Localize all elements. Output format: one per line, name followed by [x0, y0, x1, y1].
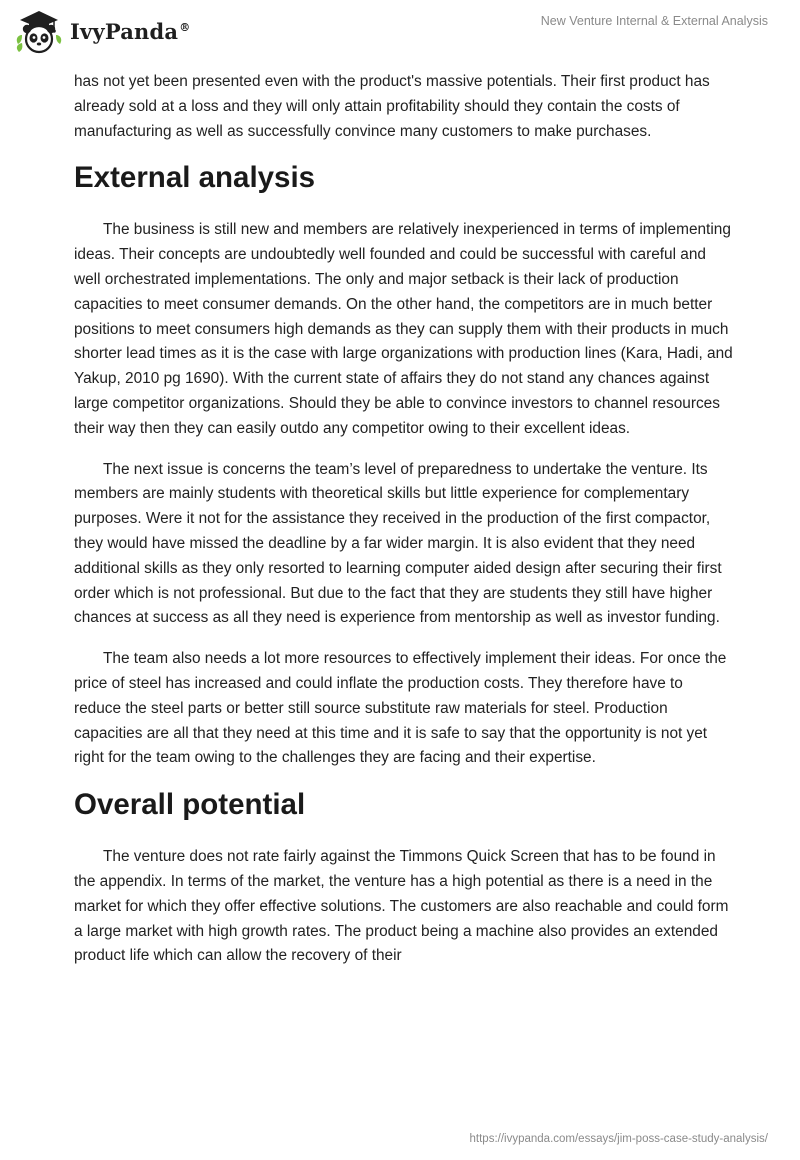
paragraph: The business is still new and members are relatively inexperienced in terms of implementing ideas. Their concepts are undoubtedly well founded and could be successful with careful and well orchestrated implementations. The only and major setback is their lack of production capacities to meet consumer demands. On the other hand, the competitors are in much better positions to meet consumers high demands as they can supply them with their products in much shorter lead times as it is the case with large organizations with production lines (Kara, Hadi, and Yakup, 2010 pg 1690). With the current state of affairs they do not stand any chances against large competitor organizations. Should they be able to convince investors to channel resources their way then they can easily outdo any competitor owing to their excellent ideas. [74, 221, 733, 437]
source-url[interactable]: https://ivypanda.com/essays/jim-poss-case-study-analysis/ [469, 1133, 768, 1145]
intro-paragraph: has not yet been presented even with the product's massive potentials. Their first product has already sold at a loss and they will only attain profitability should they contain the costs of manufacturing as well as successfully convince many customers to make purchases. [74, 73, 710, 140]
paragraph: The venture does not rate fairly against the Timmons Quick Screen that has to be found in the appendix. In terms of the market, the venture has a high potential as there is a need in the market for which they offer effective solutions. The customers are also reachable and could form a large market with high growth rates. The product being a machine also provides an extended product life which can allow the recovery of their [74, 848, 729, 965]
paragraph: The next issue is concerns the team’s level of preparedness to undertake the venture. Its members are mainly students with theoretical skills but little experience for complementary purposes. Were it not for the assistance they received in the production of the first compactor, they would have missed the deadline by a far wider margin. It is also evident that they need additional skills as they only resorted to learning computer aided design after securing their first order which is not professional. But due to the fact that they are students they still have higher chances at success as all they need is experience from mentorship as well as investor funding. [74, 460, 722, 627]
document-title: New Venture Internal & External Analysis [540, 14, 768, 28]
logo-wordmark: IvyPanda® [70, 18, 191, 44]
section-heading-overall-potential: Overall potential [74, 788, 306, 822]
essay-body [74, 70, 734, 985]
section-heading-external-analysis: External analysis [74, 161, 316, 195]
paragraph: The team also needs a lot more resources to effectively implement their ideas. For once the price of steel has increased and could inflate the production costs. They therefore have to reduce the steel parts or better still source substitute raw materials for steel. Production capacities are all that they need at this time and it is safe to say that the opportunity is not yet right for the team owing to the challenges they are facing and their expertise. [74, 650, 727, 767]
page-header [0, 0, 800, 70]
ivypanda-logo[interactable] [14, 8, 190, 54]
panda-logo-icon [14, 8, 64, 54]
